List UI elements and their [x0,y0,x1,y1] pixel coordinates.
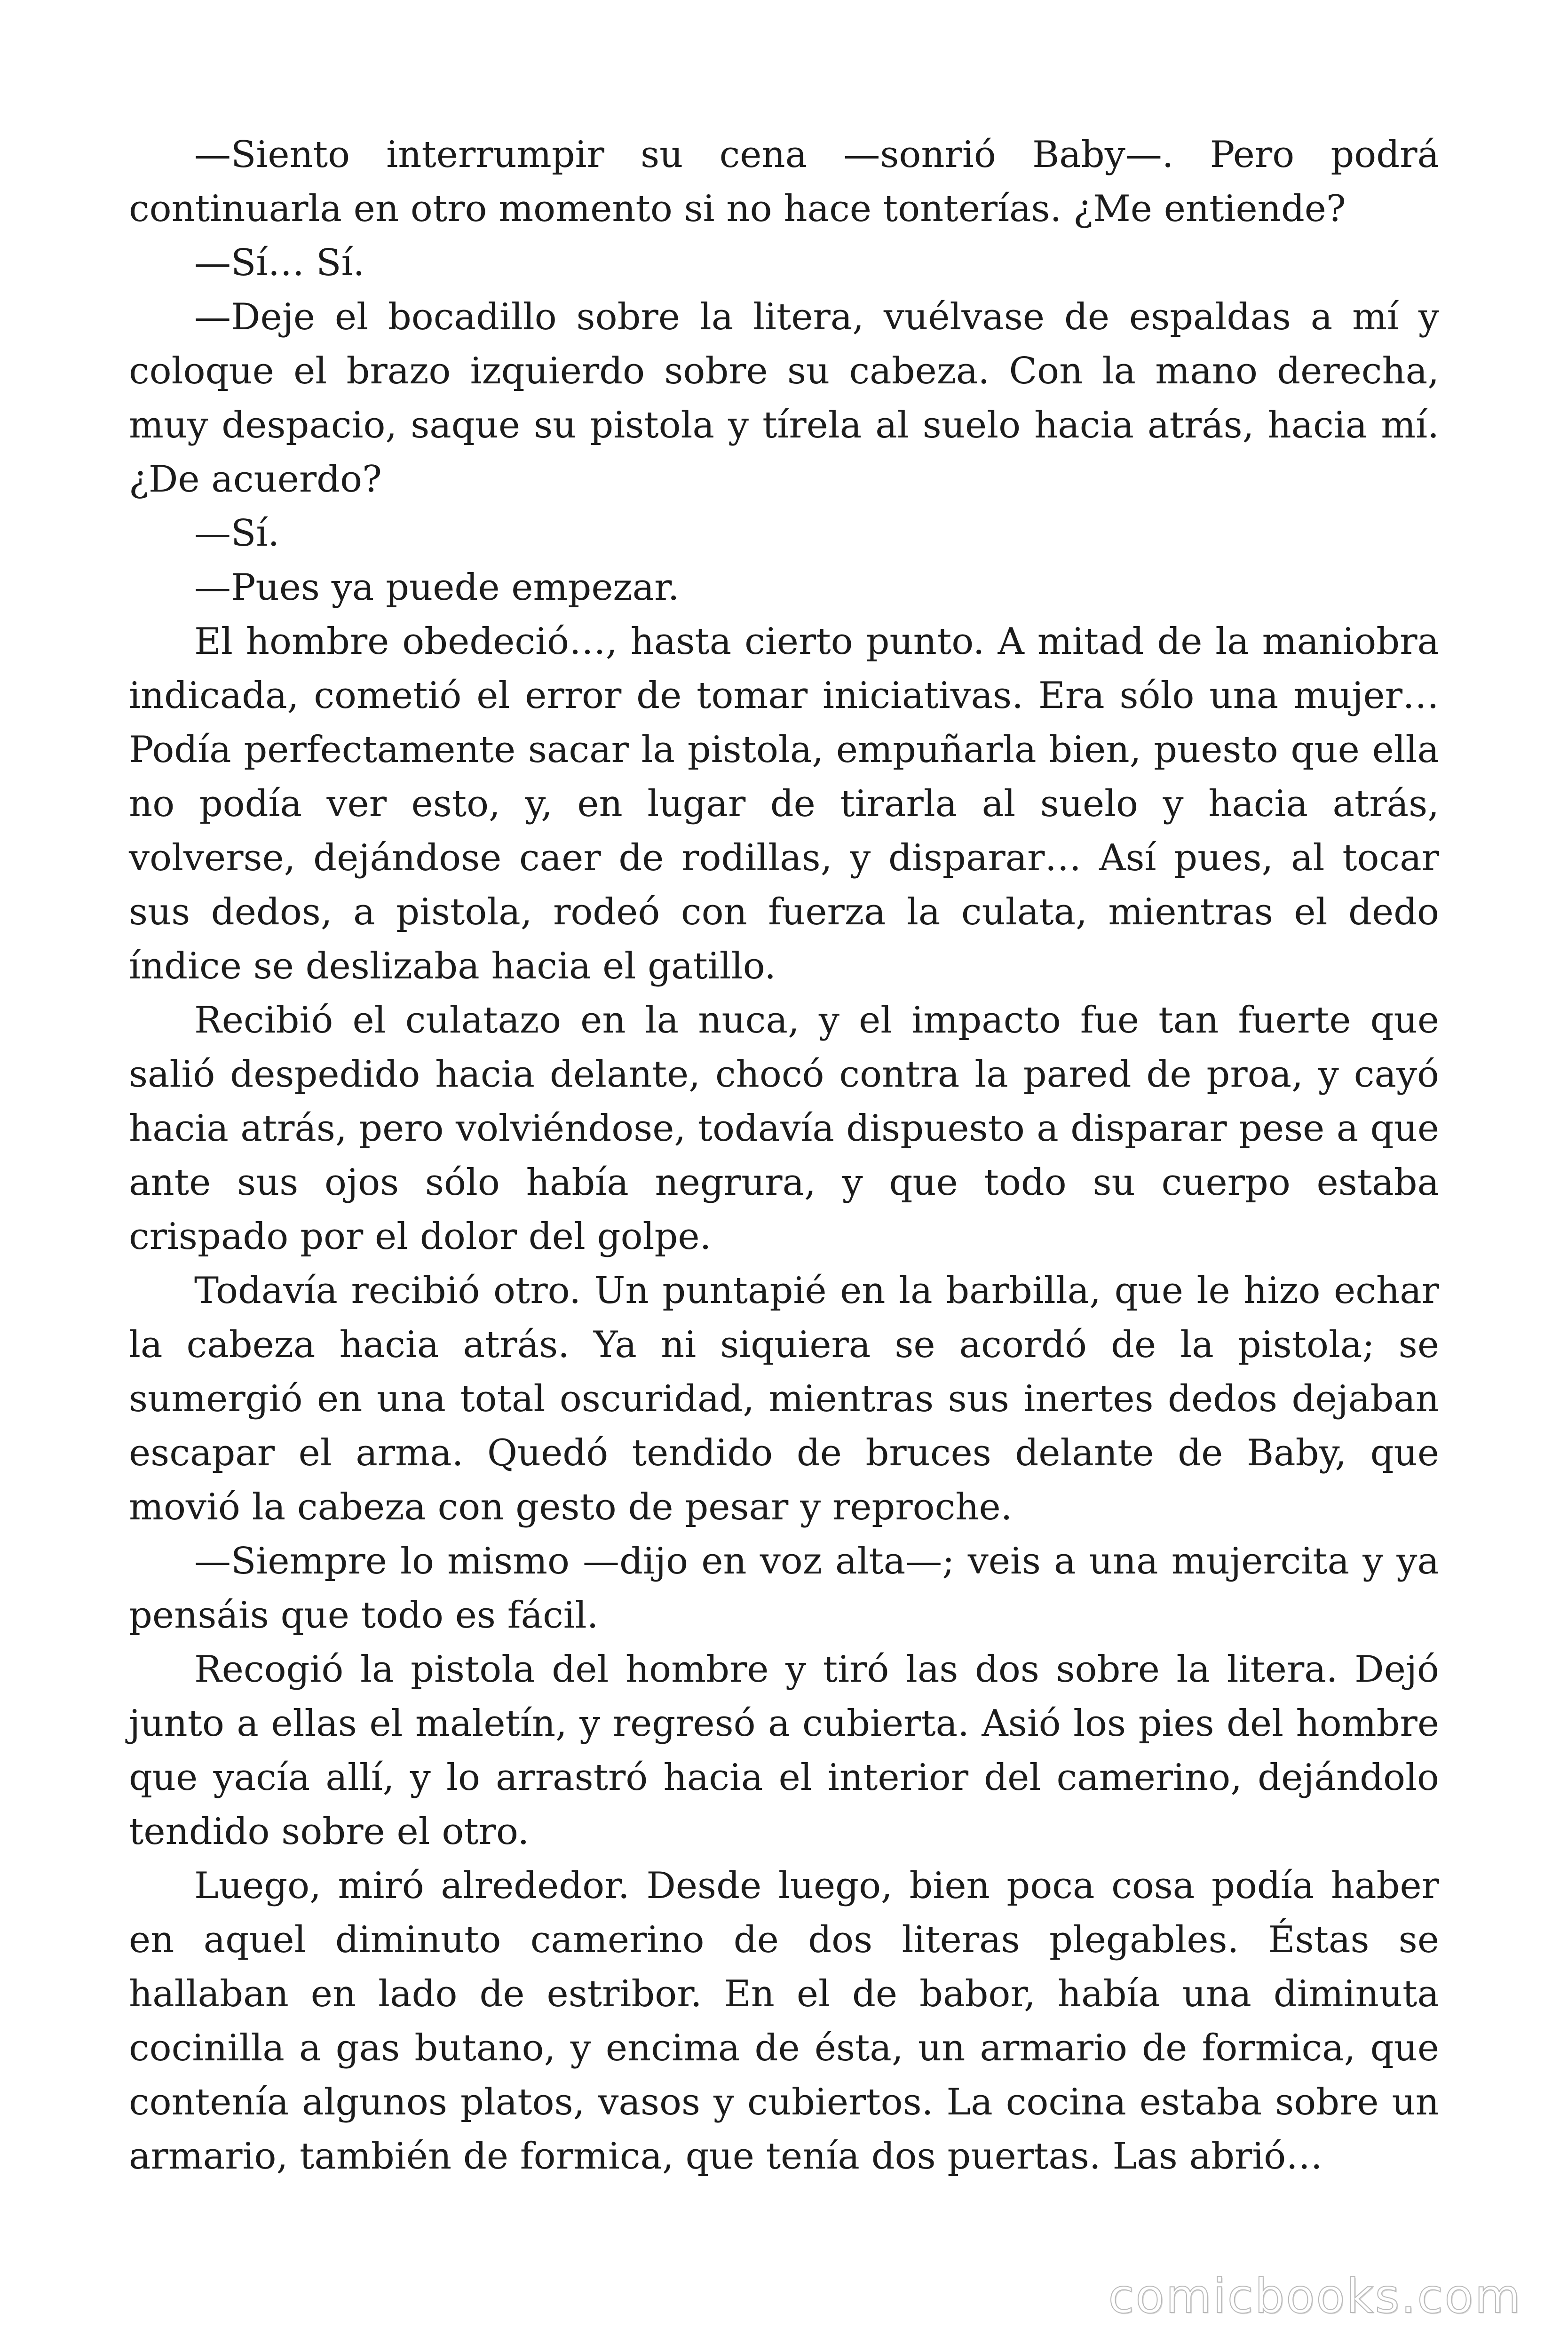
paragraph: —Sí… Sí. [194,242,365,284]
paragraph: —Pues ya puede empezar. [194,566,680,609]
paragraph: —Siento interrumpir su cena —sonrió Baby—. Pero podrá continuarla en otro momento si no hace tonterías. ¿Me entiende? [129,134,1439,230]
page-body [129,128,1439,2184]
paragraph: Recogió la pistola del hombre y tiró las dos sobre la litera. Dejó junto a ellas el maletín, y regresó a cubierta. Asió los pies del hombre que yacía allí, y lo arrastró hacia el interior del camerino, dejándolo tendido sobre el otro. [129,1648,1439,1853]
paragraph: —Deje el bocadillo sobre la litera, vuélvase de espaldas a mí y coloque el brazo izquierdo sobre su cabeza. Con la mano derecha, muy despacio, saque su pistola y tírela al suelo hacia atrás, hacia mí. ¿De acuerdo? [129,296,1439,501]
paragraph: El hombre obedeció…, hasta cierto punto. A mitad de la maniobra indicada, cometió el error de tomar iniciativas. Era sólo una mujer… Podía perfectamente sacar la pistola, empuñarla bien, puesto que ella no podía ver esto, y, en lugar de tirarla al suelo y hacia atrás, volverse, dejándose caer de rodillas, y disparar… Así pues, al tocar sus dedos, a pistola, rodeó con fuerza la culata, mientras el dedo índice se deslizaba hacia el gatillo. [129,620,1439,987]
watermark: comicbooks.com [1108,2269,1522,2324]
paragraph: —Sí. [194,512,280,555]
paragraph: Todavía recibió otro. Un puntapié en la barbilla, que le hizo echar la cabeza hacia atrás. Ya ni siquiera se acordó de la pistola; se sumergió en una total oscuridad, mientras sus inertes dedos dejaban escapar el arma. Quedó tendido de bruces delante de Baby, que movió la cabeza con gesto de pesar y reproche. [129,1270,1439,1528]
paragraph: Recibió el culatazo en la nuca, y el impacto fue tan fuerte que salió despedido hacia delante, chocó contra la pared de proa, y cayó hacia atrás, pero volviéndose, todavía dispuesto a disparar pese a que ante sus ojos sólo había negrura, y que todo su cuerpo estaba crispado por el dolor del golpe. [129,999,1439,1258]
paragraph: Luego, miró alrededor. Desde luego, bien poca cosa podía haber en aquel diminuto camerino de dos literas plegables. Éstas se hallaban en lado de estribor. En el de babor, había una diminuta cocinilla a gas butano, y encima de ésta, un armario de formica, que contenía algunos platos, vasos y cubiertos. La cocina estaba sobre un armario, también de formica, que tenía dos puertas. Las abrió… [129,1865,1439,2177]
paragraph: —Siempre lo mismo —dijo en voz alta—; veis a una mujercita y ya pensáis que todo es fácil. [129,1540,1439,1637]
